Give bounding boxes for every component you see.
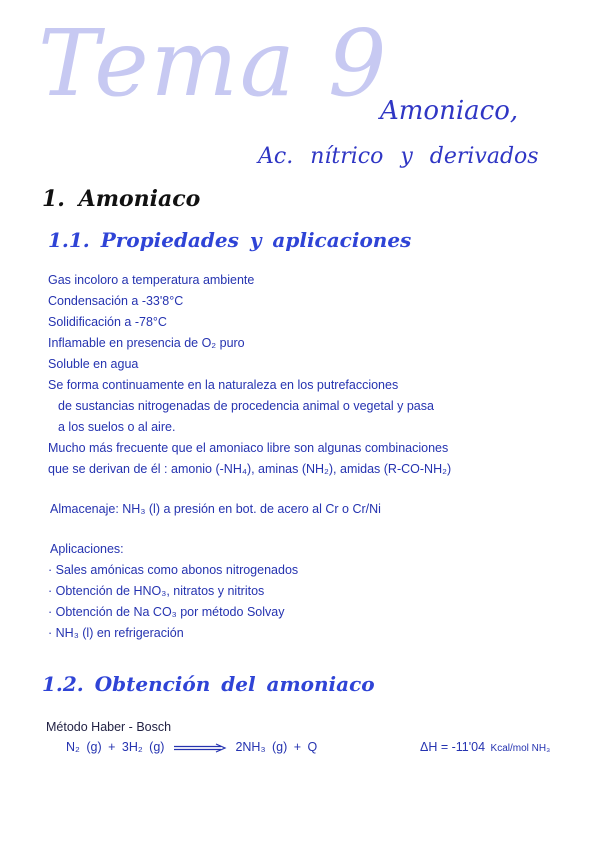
reaction-reactants: N₂ (g) + 3H₂ (g) xyxy=(66,740,165,754)
application-item: · Obtención de HNO₃, nitratos y nitritos xyxy=(48,584,265,598)
property-line: que se derivan de él : amonio (-NH₄), aminas (NH₂), amidas (R-CO-NH₂) xyxy=(48,462,452,476)
enthalpy-number: ΔH = -11'04 xyxy=(420,740,486,754)
subtitle-line-1: Amoniaco, xyxy=(380,96,519,126)
application-item: · Sales amónicas como abonos nitrogenados xyxy=(48,563,299,577)
property-line: de sustancias nitrogenadas de procedencia animal o vegetal y pasa xyxy=(58,399,434,413)
property-line: Se forma continuamente en la naturaleza en los putrefacciones xyxy=(48,378,399,392)
property-line: Solidificación a -78°C xyxy=(48,315,167,329)
reaction-arrow-icon xyxy=(173,743,227,753)
property-line: Gas incoloro a temperatura ambiente xyxy=(48,273,255,287)
page-title: Tema 9 xyxy=(38,10,389,117)
applications-title: Aplicaciones: xyxy=(50,542,124,556)
enthalpy-value xyxy=(420,740,550,754)
section-heading-amoniaco: 1. Amoniaco xyxy=(42,186,201,212)
section-heading-propiedades: 1.1. Propiedades y aplicaciones xyxy=(48,228,412,252)
method-label: Método Haber - Bosch xyxy=(46,720,172,734)
properties-body xyxy=(48,270,451,644)
enthalpy-units: Kcal/mol NH₃ xyxy=(490,743,551,754)
section-heading-obtencion: 1.2. Obtención del amoniaco xyxy=(42,672,375,696)
property-line: Inflamable en presencia de O₂ puro xyxy=(48,336,245,350)
reaction-products: 2NH₃ (g) + Q xyxy=(235,740,318,754)
property-line: Condensación a -33'8°C xyxy=(48,294,184,308)
subtitle-line-2: Ac. nítrico y derivados xyxy=(258,144,539,169)
property-line: Mucho más frecuente que el amoniaco libre son algunas combinaciones xyxy=(48,441,449,455)
application-item: · NH₃ (l) en refrigeración xyxy=(48,626,184,640)
property-line: a los suelos o al aire. xyxy=(58,420,176,434)
reaction-equation xyxy=(66,740,317,754)
storage-line: Almacenaje: NH₃ (l) a presión en bot. de acero al Cr o Cr/Ni xyxy=(50,502,381,516)
property-line: Soluble en agua xyxy=(48,357,139,371)
application-item: · Obtención de Na CO₃ por método Solvay xyxy=(48,605,285,619)
